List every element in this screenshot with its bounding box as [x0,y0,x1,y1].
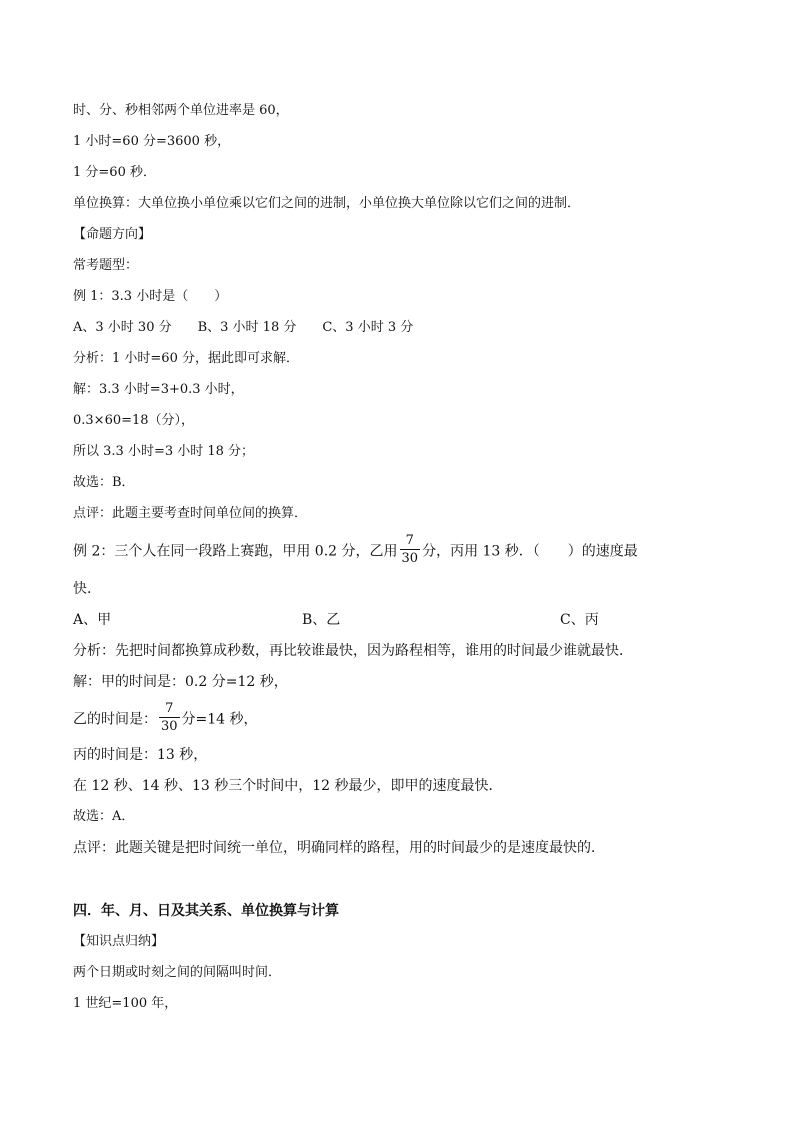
example1-question: 例 1：3.3 小时是（ ） [73,289,228,304]
example2-solution-4: 在 12 秒、14 秒、13 秒三个时间中，12 秒最少，即甲的速度最快． [73,778,503,794]
fraction-7-30-solution [159,700,180,735]
example1-options: A、3 小时 30 分 B、3 小时 18 分 C、3 小时 3 分 [73,320,414,335]
example2-comment: 点评：此题关键是把时间统一单位，明确同样的路程，用的时间最少的是速度最快的． [73,840,605,856]
example1-solution-3: 所以 3.3 小时=3 小时 18 分； [73,444,255,459]
fraction-denominator: 30 [161,719,178,734]
section4-paragraph-1: 两个日期或时刻之间的间隔叫时间． [73,965,282,980]
text-line-conversion-rule: 单位换算：大单位换小单位乘以它们之间的进制，小单位换大单位除以它们之间的进制． [73,196,581,211]
text-line-common-types: 常考题型： [73,258,139,273]
section4-paragraph-2: 1 世纪=100 年， [73,996,178,1011]
example2-answer: 故选：A． [73,809,135,824]
example2-solution-2-suffix: 分=14 秒， [181,711,258,728]
example2-question-cont: 快． [73,581,101,597]
fraction-numerator: 7 [405,533,414,548]
text-line-hour-conversion: 1 小时=60 分=3600 秒， [73,134,231,149]
example1-comment: 点评：此题主要考查时间单位间的换算． [73,506,308,521]
example2-question-suffix: 分，丙用 13 秒．（ ）的速度最 [422,543,638,560]
fraction-numerator: 7 [165,701,174,716]
example2-option-a: A、甲 [73,612,112,628]
fraction-denominator: 30 [401,551,419,566]
fraction-7-30 [400,532,421,567]
example2-solution-1: 解：甲的时间是：0.2 分=12 秒， [73,674,288,690]
section4-heading: 四．年、月、日及其关系、单位换算与计算 [73,903,339,919]
example2-analysis: 分析：先把时间都换算成秒数，再比较谁最快，因为路程相等，谁用的时间最少谁就最快． [73,643,633,659]
example2-solution-3: 丙的时间是：13 秒， [73,747,208,763]
text-line-minute-conversion: 1 分=60 秒． [73,165,156,180]
example2-question [73,534,638,569]
text-line-direction-heading: 【命题方向】 [73,227,152,242]
section4-subheading: 【知识点归纳】 [73,934,165,949]
example2-question-prefix: 例 2：三个人在同一段路上赛跑，甲用 0.2 分，乙用 [73,543,398,560]
text-line-base60: 时、分、秒相邻两个单位进率是 60， [73,103,289,118]
example1-solution-2: 0.3×60=18（分）， [73,413,195,428]
example2-option-b: B、乙 [302,612,341,628]
example2-solution-2-prefix: 乙的时间是： [73,711,157,728]
example1-analysis: 分析：1 小时=60 分，据此即可求解． [73,351,299,366]
example2-solution-2 [73,702,258,737]
example2-option-c: C、丙 [560,612,599,628]
example1-solution-1: 解：3.3 小时=3+0.3 小时， [73,382,244,397]
example1-answer: 故选：B． [73,475,135,490]
